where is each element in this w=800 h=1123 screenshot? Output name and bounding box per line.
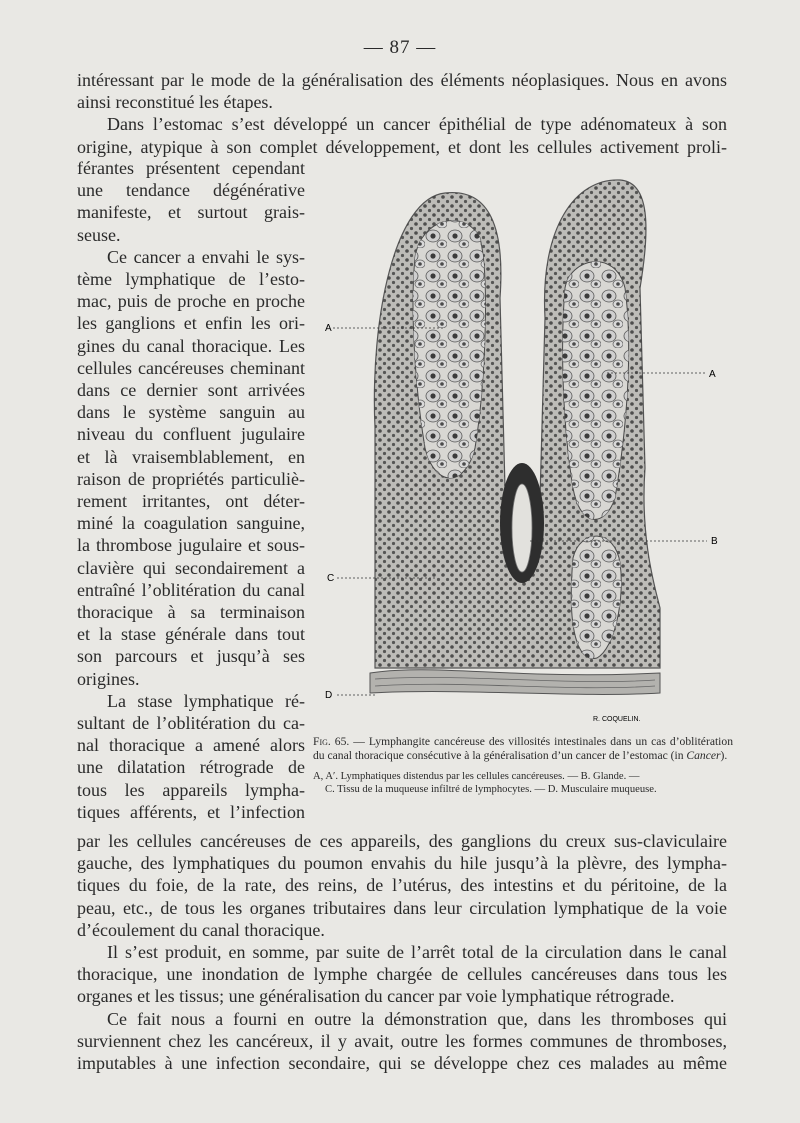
text-line: miné la coagulation sanguine,: [77, 513, 305, 534]
text-line: cellules cancéreuses cheminant: [77, 357, 305, 378]
left-column-text: [77, 157, 305, 823]
top-paragraphs: [77, 69, 727, 158]
histology-figure: [315, 168, 735, 728]
text-line: Ce fait nous a fourni en outre la démonstration que, dans les thromboses qui: [107, 1008, 727, 1029]
text-line: férantes présentent cependant: [77, 158, 305, 178]
text-line: tiques afférents, et l’infection: [77, 801, 305, 822]
text-line: d’écoulement du canal thoracique.: [77, 919, 325, 940]
text-line: manifeste, et surtout grais-: [77, 202, 305, 223]
text-line: peau, etc., de tous les organes tributaires dans leur circulation lymphatique de la voie: [77, 897, 727, 918]
caption-end: ).: [720, 749, 728, 762]
text-line: organes et les tissus; une généralisation du cancer par voie lymphatique rétrograde.: [77, 986, 675, 1007]
text-line: niveau du confluent jugulaire: [77, 424, 305, 445]
figure-label-D: D: [325, 690, 333, 701]
text-line: tème lymphatique de l’esto-: [77, 269, 305, 290]
text-line: et là vraisemblablement, en: [77, 446, 305, 467]
caption-text: — Lymphangite cancéreuse des villosités intestinales dans un cas d’oblitération du canal thoracique consécutive à la généralisation d’un cancer de l’estomac (in: [313, 735, 733, 762]
text-line: origine, atypique à son complet développement, et dont les cellules activement proli-: [77, 136, 727, 157]
text-line: Ce cancer a envahi le sys-: [107, 246, 305, 267]
text-line: rement irritantes, ont déter-: [77, 491, 305, 512]
text-line: La stase lymphatique ré-: [107, 690, 305, 711]
text-line: entraîné l’oblitération du canal: [77, 579, 305, 600]
text-line: une dilatation rétrograde de: [77, 757, 305, 778]
text-line: nal thoracique a amené alors: [77, 735, 305, 756]
figure-label-C: C: [327, 573, 335, 584]
text-line: tous les appareils lympha-: [77, 779, 305, 800]
text-line: tiques du foie, de la rate, des reins, de l’utérus, des intestins et du péritoine, de la: [77, 875, 727, 896]
illustrator-signature: R. COQUELIN.: [593, 716, 641, 723]
text-line: son parcours et jusqu’à ses: [77, 646, 305, 667]
text-line: gauche, des lymphatiques du poumon envahis du hile jusqu’à la plèvre, des lympha-: [77, 853, 727, 874]
figure-caption: [313, 735, 733, 796]
text-line: origines.: [77, 668, 140, 689]
text-line: thoracique à sa terminaison: [77, 602, 305, 623]
text-line: thoracique, une inondation de lymphe chargée de cellules cancéreuses dans tous les: [77, 964, 727, 985]
text-line: par les cellules cancéreuses de ces appareils, des ganglions du creux sus-claviculaire: [77, 831, 727, 851]
text-line: mac, puis de proche en proche: [77, 291, 305, 312]
text-line: gines du canal thoracique. Les: [77, 335, 305, 356]
text-line: dans le système sanguin au: [77, 402, 305, 423]
text-line: Il s’est produit, en somme, par suite de l’arrêt total de la circulation dans le canal: [107, 942, 727, 963]
text-line: une tendance dégénérative: [77, 180, 305, 201]
text-line: Dans l’estomac s’est développé un cancer épithélial de type adénomateux à son: [107, 114, 727, 135]
text-line: et la stase générale dans tout: [77, 624, 305, 645]
figure-label-A: A: [325, 323, 332, 334]
text-line: la thrombose jugulaire et sous-: [77, 535, 305, 556]
caption-key-line: A, A′. Lymphatiques distendus par les cellules cancéreuses. — B. Glande. —: [313, 771, 640, 782]
caption-source: Cancer: [686, 749, 721, 762]
text-line: raison de propriétés particuliè-: [77, 468, 305, 489]
text-line: clavière qui secondairement a: [77, 557, 305, 578]
caption-key: [313, 770, 733, 796]
caption-key-line: C. Tissu de la muqueuse infiltré de lymphocytes. — D. Musculaire muqueuse.: [325, 784, 657, 795]
text-line: imputables à une infection secondaire, qui se développe chez ces malades au même: [77, 1053, 727, 1074]
caption-prefix: Fig. 65.: [313, 735, 350, 748]
figure-label-A-prime: A: [709, 369, 716, 380]
figure-label-B: B: [711, 536, 718, 547]
text-line: surviennent chez les cancéreux, il y avait, outre les formes communes de thromboses,: [77, 1030, 727, 1051]
text-line: seuse.: [77, 224, 121, 245]
bottom-paragraphs: [77, 830, 727, 1074]
page-number: — 87 —: [363, 37, 437, 58]
text-line: intéressant par le mode de la généralisation des éléments néoplasiques. Nous en avons: [77, 70, 727, 90]
text-line: ainsi reconstitué les étapes.: [77, 92, 273, 113]
muscularis-D: [370, 670, 660, 695]
text-line: les ganglions et enfin les ori-: [77, 313, 305, 334]
text-line: sultant de l’oblitération du ca-: [77, 713, 305, 734]
text-line: dans ce dernier sont arrivées: [77, 380, 305, 401]
